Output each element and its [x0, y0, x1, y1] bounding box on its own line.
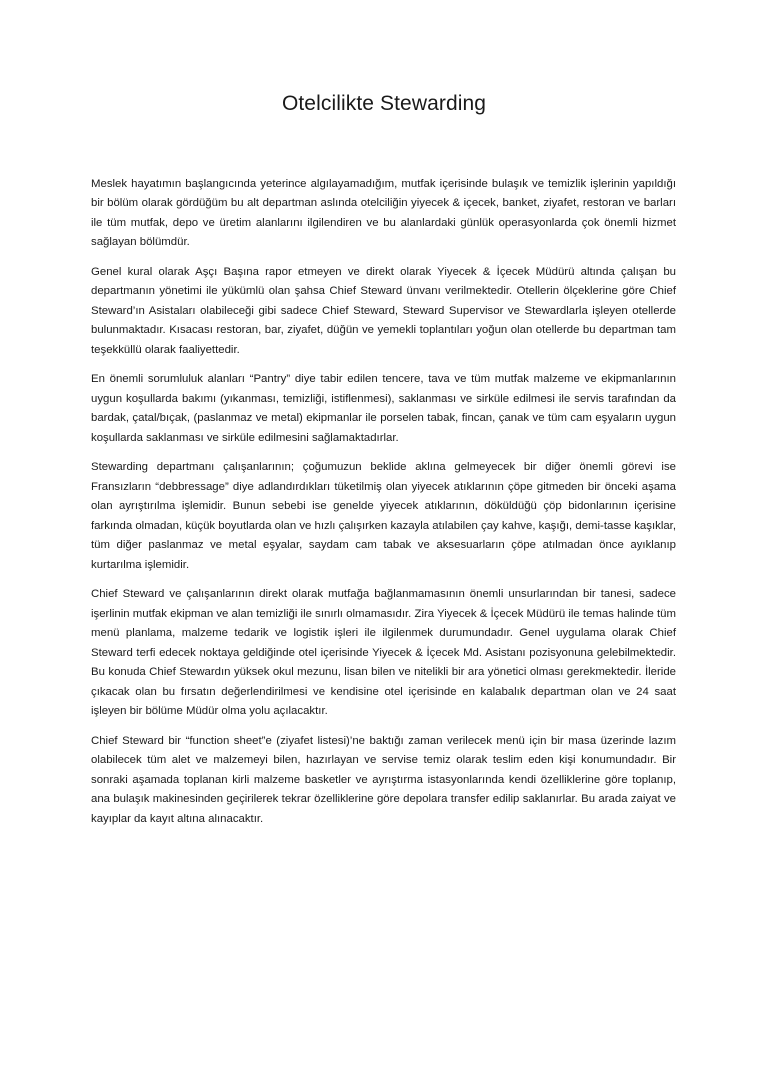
paragraph-5: Chief Steward ve çalışanlarının direkt olarak mutfağa bağlanmamasının önemli unsurlarından bir tanesi, sadece işerlinin mutfak ekipman ve alan temizliği ile sınırlı olmamasıdır. Zira Yiyecek & İçecek Müdürü ile temas halinde tüm menü planlama, malzeme tedarik ve logistik işleri ile ilgilenmek durumundadır. Genel uygulama olarak Chief Steward terfi edecek noktaya geldiğinde otel içerisinde Yiyecek & İçecek Md. Asistanı pozisyonuna gelebilmektedir. Bu konuda Chief Stewardın yüksek okul mezunu, lisan bilen ve nitelikli bir ara yönetici olması gerekmektedir. İleride çıkacak olan bu fırsatın değerlendirilmesi ve kendisine otel içerisinde en kalabalık departman olan ve 24 saat işleyen bir bölüme Müdür olma yolu açılacaktır.	[91, 588, 676, 718]
paragraph-3: En önemli sorumluluk alanları “Pantry” diye tabir edilen tencere, tava ve tüm mutfak malzeme ve ekipmanlarının uygun koşullarda bakımı (yıkanması, temizliği, istiflenmesi), saklanması ve sirküle edilmesi ile servis tarafından da bardak, çatal/bıçak, (paslanmaz ve metal) ekipmanlar ile porselen tabak, fincan, çanak ve tüm cam eşyaların uygun koşullarda saklanması ve sirküle edilmesini sağlamaktadırlar.	[91, 373, 676, 444]
page-title: Otelcilikte Stewarding	[281, 92, 487, 115]
paragraph-4: Stewarding departmanı çalışanlarının; çoğumuzun beklide aklına gelmeyecek bir diğer önemli görevi ise Fransızların “debbressage” diye adlandırdıkları tüketilmiş olan yiyecek atıklarının çöpe gitmeden bir önceki aşama olan ayrıştırılma işlemidir. Bunun sebebi ise genelde yiyecek atıklarının, döküldüğü çöp bidonlarının içerisine farkında olmadan, küçük boyutlarda olan ve hızlı çalışırken kazayla atılabilen çay kahve, kaşığı, demi-tasse kaşıklar, tüm diğer paslanmaz ve metal eşyalar, saydam cam tabak ve aksesuarların çöpe atılmadan önce ayıklanıp kurtarılma işlemidir.	[91, 461, 677, 571]
document-body	[91, 175, 676, 839]
paragraph-2: Genel kural olarak Aşçı Başına rapor etmeyen ve direkt olarak Yiyecek & İçecek Müdürü altında çalışan bu departmanın yönetimi ile yükümlü olan şahsa Chief Steward ünvanı verilmektedir. Otellerin ölçeklerine göre Chief Steward’ın Asistaları olabileceği gibi sadece Chief Steward, Steward Supervisor ve Stewardlarla işleyen otellerde bulunmaktadır. Kısacası restoran, bar, ziyafet, düğün ve yemekli toplantıları yoğun olan otellerde bu departman tam teşekküllü olarak faaliyettedir.	[91, 266, 676, 356]
paragraph-1: Meslek hayatımın başlangıcında yeterince algılayamadığım, mutfak içerisinde bulaşık ve temizlik işlerinin yapıldığı bir bölüm olarak gördüğüm bu alt departman aslında otelciliğin yiyecek & içecek, banket, ziyafet, restoran ve barları ile tüm mutfak, depo ve üretim alanlarını ilgilendiren ve bu alanlardaki günlük operasyonlarda çok önemli hizmet sağlayan bölümdür.	[91, 178, 676, 249]
paragraph-6: Chief Steward bir “function sheet”e (ziyafet listesi)’ne baktığı zaman verilecek menü için bir masa üzerinde lazım olabilecek tüm alet ve malzemeyi bilen, hazırlayan ve servise temiz olarak teslim eden kişi konumundadır. Bir sonraki aşamada toplanan kirli malzeme basketler ve ayrıştırma istasyonlarında kendi özelliklerine göre toplanıp, ana bulaşık makinesinden geçirilerek tekrar özelliklerine göre depolara transfer edilip saklanırlar. Bu arada zaiyat ve kayıplar da kayıt altına alınacaktır.	[91, 734, 676, 825]
